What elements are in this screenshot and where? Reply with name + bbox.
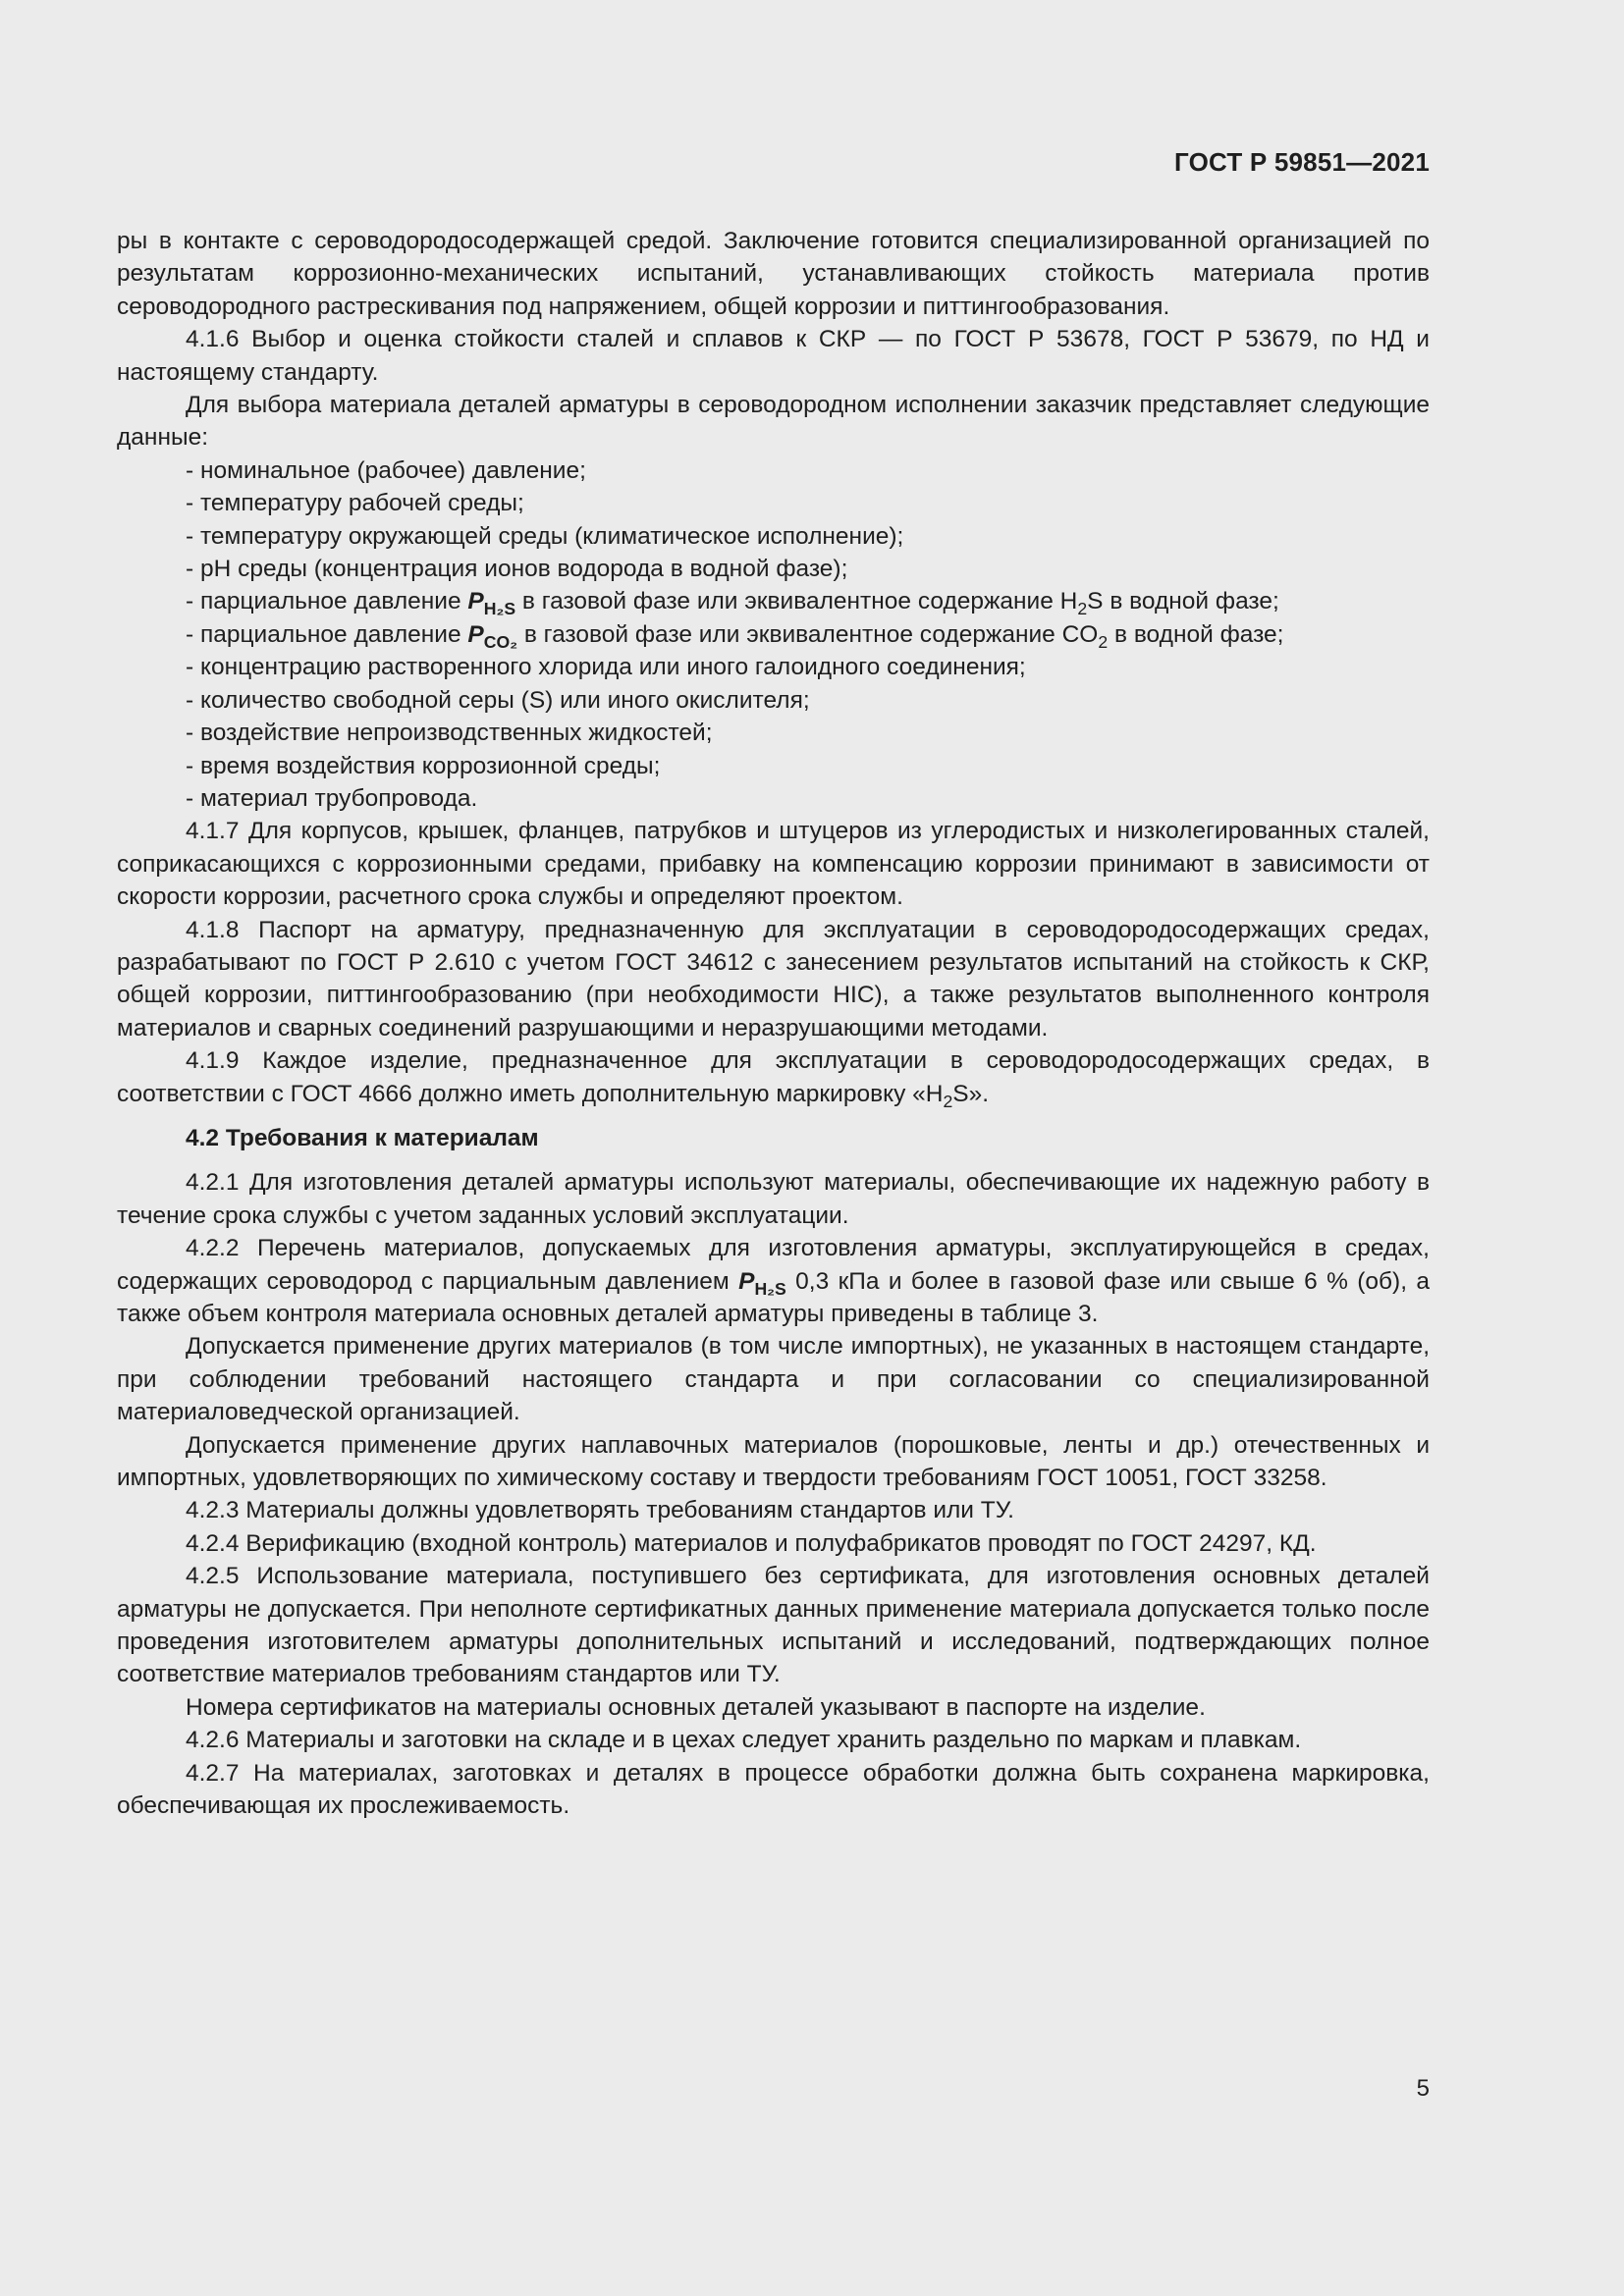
subscript: 2 bbox=[943, 1091, 953, 1111]
text-run: - парциальное давление bbox=[186, 588, 468, 615]
section-heading-4-2: 4.2 Требования к материалам bbox=[186, 1124, 539, 1151]
list-item: - материал трубопровода. bbox=[186, 784, 478, 812]
list-item: - количество свободной серы (S) или иного окислителя; bbox=[186, 686, 810, 714]
list-item: - температуру окружающей среды (климатическое исполнение); bbox=[186, 522, 904, 550]
list-item bbox=[117, 585, 1430, 617]
text-run: 0,3 кПа и более в газовой фазе или свыше 6 % (об), а также объем контроля материала основных деталей арматуры приведены в таблице 3. bbox=[117, 1267, 1430, 1327]
text-run: - парциальное давление bbox=[186, 620, 468, 648]
formula-symbol: P bbox=[467, 588, 484, 615]
list-item: - рН среды (концентрация ионов водорода в водной фазе); bbox=[186, 556, 848, 583]
list-item: - воздействие непроизводственных жидкостей; bbox=[186, 720, 713, 747]
formula-p-co2 bbox=[467, 620, 518, 653]
formula-p-h2s bbox=[738, 1267, 786, 1299]
list-item: - время воздействия коррозионной среды; bbox=[186, 752, 661, 779]
paragraph-4-1-7: 4.1.7 Для корпусов, крышек, фланцев, патрубков и штуцеров из углеродистых и низколегированных сталей, соприкасающихся с коррозионными средами, прибавку на компенсацию коррозии принимают в зависимости от скорости коррозии, расчетного срока службы и определяют проектом. bbox=[117, 818, 1430, 911]
text-run: S». bbox=[952, 1080, 990, 1107]
paragraph: Для выбора материала деталей арматуры в сероводородном исполнении заказчик представляет следующие данные: bbox=[117, 392, 1430, 452]
list-item: - температуру рабочей среды; bbox=[186, 490, 524, 517]
subscript: 2 bbox=[1098, 632, 1109, 653]
text-run: в газовой фазе или эквивалентное содержание H bbox=[515, 588, 1078, 615]
paragraph-4-2-5: 4.2.5 Использование материала, поступившего без сертификата, для изготовления основных деталей арматуры не допускается. При неполноте сертификатных данных применение материала допускается только после проведения изготовителем арматуры дополнительных испытаний и исследований, подтверждающих полное соответствие материалов требованиям стандартов или ТУ. bbox=[117, 1563, 1430, 1688]
document-body bbox=[117, 225, 1430, 1823]
paragraph-4-2-3: 4.2.3 Материалы должны удовлетворять требованиям стандартов или ТУ. bbox=[186, 1497, 1014, 1524]
text-run: S в водной фазе; bbox=[1087, 588, 1279, 615]
list-item: - концентрацию растворенного хлорида или иного галоидного соединения; bbox=[186, 654, 1026, 681]
paragraph: Допускается применение других наплавочных материалов (порошковые, ленты и др.) отечественных и импортных, удовлетворяющих по химическому составу и твердости требованиям ГОСТ 10051, ГОСТ 33258. bbox=[117, 1431, 1430, 1492]
document-header: ГОСТ Р 59851—2021 bbox=[1174, 147, 1430, 177]
paragraph-4-1-6: 4.1.6 Выбор и оценка стойкости сталей и сплавов к СКР — по ГОСТ Р 53678, ГОСТ Р 53679, по НД и настоящему стандарту. bbox=[117, 326, 1430, 386]
formula-subscript: CO₂ bbox=[483, 632, 518, 653]
paragraph-4-2-2 bbox=[117, 1232, 1430, 1330]
text-run: 4.1.9 Каждое изделие, предназначенное для эксплуатации в сероводородосодержащих средах, в соответствии с ГОСТ 4666 должно иметь дополнительную маркировку «H bbox=[117, 1047, 1430, 1107]
paragraph-4-1-9 bbox=[117, 1044, 1430, 1110]
formula-subscript: H₂S bbox=[754, 1278, 786, 1299]
formula-symbol: P bbox=[467, 620, 484, 648]
text-run: в газовой фазе или эквивалентное содержание CO bbox=[517, 620, 1099, 648]
formula-p-h2s bbox=[467, 588, 516, 619]
text-run: 4.2.2 Перечень материалов, допускаемых для изготовления арматуры, эксплуатирующейся в средах, содержащих сероводород с парциальным давлением bbox=[117, 1235, 1430, 1295]
subscript: 2 bbox=[1077, 599, 1088, 619]
paragraph-4-2-4: 4.2.4 Верификацию (входной контроль) материалов и полуфабрикатов проводят по ГОСТ 24297, КД. bbox=[186, 1529, 1317, 1557]
paragraph-4-1-8: 4.1.8 Паспорт на арматуру, предназначенную для эксплуатации в сероводородосодержащих средах, разрабатывают по ГОСТ Р 2.610 с учетом ГОСТ 34612 с занесением результатов испытаний на стойкость к СКР, общей коррозии, питтингообразованию (при необходимости HIC), а также результатов выполненного контроля материалов и сварных соединений разрушающими и неразрушающими методами. bbox=[117, 916, 1430, 1041]
paragraph-4-2-6: 4.2.6 Материалы и заготовки на складе и в цехах следует хранить раздельно по маркам и плавкам. bbox=[186, 1727, 1302, 1754]
text-run: в водной фазе; bbox=[1108, 620, 1284, 648]
paragraph-4-2-7: 4.2.7 На материалах, заготовках и деталях в процессе обработки должна быть сохранена маркировка, обеспечивающая их прослеживаемость. bbox=[117, 1759, 1430, 1820]
formula-subscript: H₂S bbox=[483, 599, 516, 619]
paragraph: Допускается применение других материалов (в том числе импортных), не указанных в настоящем стандарте, при соблюдении требований настоящего стандарта и при согласовании со специализированной материаловедческой организацией. bbox=[117, 1333, 1430, 1426]
list-item bbox=[117, 618, 1430, 651]
paragraph-4-2-1: 4.2.1 Для изготовления деталей арматуры используют материалы, обеспечивающие их надежную работу в течение срока службы с учетом заданных условий эксплуатации. bbox=[117, 1169, 1430, 1229]
formula-symbol: P bbox=[738, 1267, 755, 1295]
page-number: 5 bbox=[1416, 2075, 1430, 2102]
paragraph: Номера сертификатов на материалы основных деталей указывают в паспорте на изделие. bbox=[186, 1693, 1206, 1721]
paragraph: ры в контакте с сероводородосодержащей средой. Заключение готовится специализированной организацией по результатам коррозионно-механических испытаний, устанавливающих стойкость материала против сероводородного растрескивания под напряжением, общей коррозии и питтингообразования. bbox=[117, 228, 1430, 320]
list-item: - номинальное (рабочее) давление; bbox=[186, 456, 586, 484]
